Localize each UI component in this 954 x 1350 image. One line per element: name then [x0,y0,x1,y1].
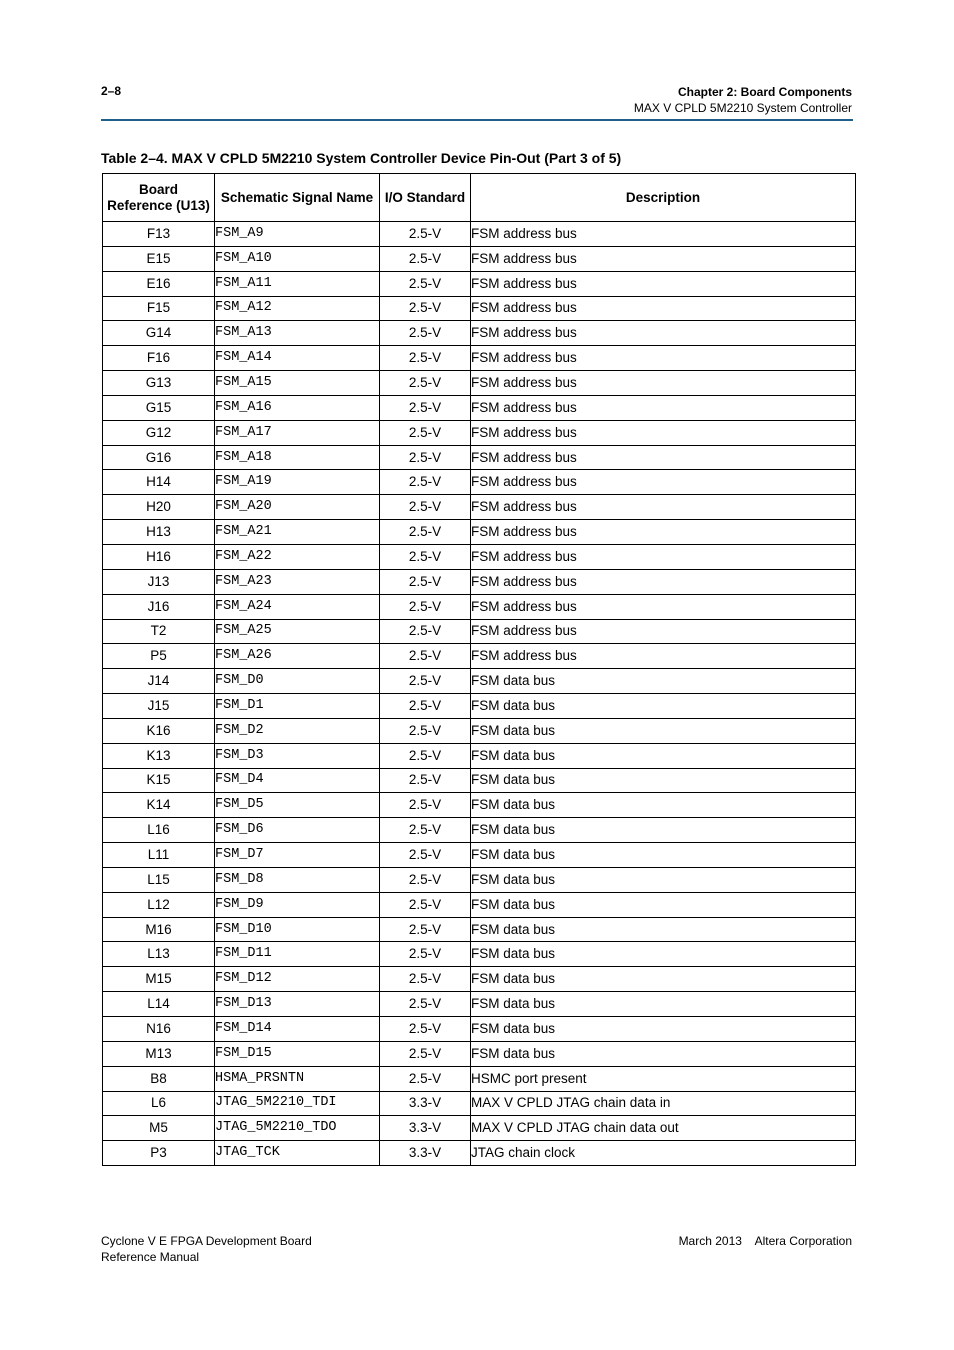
signal-name-cell: FSM_A22 [215,544,380,569]
description-cell: FSM address bus [471,644,856,669]
io-standard-cell: 2.5-V [380,818,471,843]
io-standard-cell: 2.5-V [380,619,471,644]
column-header-board-reference [103,174,215,222]
signal-name-cell: FSM_D4 [215,768,380,793]
table-row [103,321,856,346]
table-row [103,1091,856,1116]
description-cell: FSM data bus [471,992,856,1017]
description-cell: FSM address bus [471,371,856,396]
signal-name-cell: FSM_A19 [215,470,380,495]
pinout-table [102,173,856,1166]
board-reference-cell: K15 [103,768,215,793]
table-row [103,420,856,445]
io-standard-cell: 2.5-V [380,321,471,346]
board-reference-cell: H20 [103,495,215,520]
description-cell: FSM data bus [471,843,856,868]
signal-name-cell: FSM_D7 [215,843,380,868]
description-cell: FSM data bus [471,942,856,967]
board-reference-cell: K14 [103,793,215,818]
table-row [103,445,856,470]
description-cell: FSM data bus [471,917,856,942]
signal-name-cell: FSM_A11 [215,271,380,296]
io-standard-cell: 2.5-V [380,520,471,545]
table-row [103,1017,856,1042]
board-reference-cell: G15 [103,395,215,420]
footer-left [101,1233,312,1265]
board-reference-cell: L15 [103,867,215,892]
signal-name-cell: FSM_A9 [215,222,380,247]
signal-name-cell: JTAG_5M2210_TDI [215,1091,380,1116]
signal-name-cell: FSM_D6 [215,818,380,843]
io-standard-cell: 2.5-V [380,544,471,569]
table-row [103,520,856,545]
board-reference-cell: J13 [103,569,215,594]
table-row [103,818,856,843]
table-title: Table 2–4. MAX V CPLD 5M2210 System Controller Device Pin-Out (Part 3 of 5) [101,150,622,166]
io-standard-cell: 2.5-V [380,420,471,445]
table-row [103,793,856,818]
table-row [103,843,856,868]
io-standard-cell: 2.5-V [380,892,471,917]
table-row [103,694,856,719]
board-reference-cell: H14 [103,470,215,495]
table-row [103,892,856,917]
board-reference-cell: L13 [103,942,215,967]
table-row [103,669,856,694]
description-cell: FSM data bus [471,1041,856,1066]
io-standard-cell: 2.5-V [380,669,471,694]
description-cell: FSM address bus [471,594,856,619]
table-row [103,867,856,892]
signal-name-cell: FSM_A25 [215,619,380,644]
table-header-row [103,174,856,222]
signal-name-cell: FSM_D14 [215,1017,380,1042]
board-reference-cell: T2 [103,619,215,644]
description-cell: FSM data bus [471,1017,856,1042]
table-row [103,1116,856,1141]
board-reference-cell: G13 [103,371,215,396]
description-cell: FSM address bus [471,544,856,569]
table-row [103,917,856,942]
table-row [103,222,856,247]
io-standard-cell: 2.5-V [380,246,471,271]
signal-name-cell: FSM_D12 [215,967,380,992]
board-reference-cell: K16 [103,718,215,743]
board-reference-cell: P3 [103,1141,215,1166]
table-row [103,1041,856,1066]
io-standard-cell: 2.5-V [380,346,471,371]
board-reference-cell: L16 [103,818,215,843]
signal-name-cell: FSM_D1 [215,694,380,719]
io-standard-cell: 2.5-V [380,718,471,743]
io-standard-cell: 2.5-V [380,271,471,296]
io-standard-cell: 2.5-V [380,1041,471,1066]
table-row [103,246,856,271]
io-standard-cell: 2.5-V [380,371,471,396]
description-cell: FSM address bus [471,222,856,247]
signal-name-cell: HSMA_PRSNTN [215,1066,380,1091]
signal-name-cell: FSM_D13 [215,992,380,1017]
description-cell: FSM data bus [471,694,856,719]
board-reference-cell: L12 [103,892,215,917]
table-row [103,495,856,520]
io-standard-cell: 3.3-V [380,1091,471,1116]
io-standard-cell: 2.5-V [380,743,471,768]
description-cell: FSM address bus [471,395,856,420]
table-row [103,470,856,495]
section-title: MAX V CPLD 5M2210 System Controller [633,101,852,115]
io-standard-cell: 2.5-V [380,445,471,470]
board-reference-cell: E16 [103,271,215,296]
table-row [103,346,856,371]
signal-name-cell: FSM_D9 [215,892,380,917]
board-reference-cell: J14 [103,669,215,694]
table-row [103,1141,856,1166]
io-standard-cell: 3.3-V [380,1141,471,1166]
description-cell: FSM address bus [471,420,856,445]
board-reference-cell: F13 [103,222,215,247]
description-cell: FSM address bus [471,470,856,495]
running-header [634,84,852,116]
description-cell: FSM data bus [471,768,856,793]
board-reference-cell: P5 [103,644,215,669]
description-cell: FSM data bus [471,743,856,768]
signal-name-cell: FSM_D3 [215,743,380,768]
signal-name-cell: FSM_A26 [215,644,380,669]
description-cell: FSM data bus [471,669,856,694]
table-row [103,743,856,768]
signal-name-cell: JTAG_5M2210_TDO [215,1116,380,1141]
signal-name-cell: FSM_A12 [215,296,380,321]
table-row [103,271,856,296]
description-cell: FSM address bus [471,569,856,594]
board-reference-cell: J15 [103,694,215,719]
board-reference-cell: F15 [103,296,215,321]
io-standard-cell: 3.3-V [380,1116,471,1141]
board-reference-cell: L6 [103,1091,215,1116]
signal-name-cell: FSM_A15 [215,371,380,396]
description-cell: HSMC port present [471,1066,856,1091]
io-standard-cell: 2.5-V [380,867,471,892]
description-cell: MAX V CPLD JTAG chain data out [471,1116,856,1141]
signal-name-cell: FSM_D10 [215,917,380,942]
signal-name-cell: FSM_D15 [215,1041,380,1066]
board-reference-cell: M13 [103,1041,215,1066]
footer-date-company: March 2013 Altera Corporation [678,1234,852,1248]
description-cell: FSM address bus [471,520,856,545]
signal-name-cell: FSM_D2 [215,718,380,743]
board-reference-cell: G16 [103,445,215,470]
io-standard-cell: 2.5-V [380,694,471,719]
table-row [103,1066,856,1091]
description-cell: FSM address bus [471,271,856,296]
signal-name-cell: FSM_A18 [215,445,380,470]
board-reference-cell: B8 [103,1066,215,1091]
io-standard-cell: 2.5-V [380,967,471,992]
io-standard-cell: 2.5-V [380,594,471,619]
board-reference-cell: J16 [103,594,215,619]
board-reference-cell: G14 [103,321,215,346]
io-standard-cell: 2.5-V [380,843,471,868]
signal-name-cell: FSM_A16 [215,395,380,420]
io-standard-cell: 2.5-V [380,470,471,495]
table-row [103,544,856,569]
chapter-title: Chapter 2: Board Components [677,85,852,99]
column-header-io-standard: I/O Standard [380,174,471,222]
description-cell: FSM address bus [471,445,856,470]
board-reference-cell: M16 [103,917,215,942]
board-reference-cell: E15 [103,246,215,271]
footer-doc-subtitle: Reference Manual [101,1250,200,1264]
page-number: 2–8 [101,84,122,98]
signal-name-cell: FSM_A20 [215,495,380,520]
io-standard-cell: 2.5-V [380,992,471,1017]
table-row [103,992,856,1017]
signal-name-cell: FSM_A23 [215,569,380,594]
table-row [103,718,856,743]
description-cell: FSM address bus [471,296,856,321]
description-cell: FSM address bus [471,246,856,271]
description-cell: FSM data bus [471,892,856,917]
signal-name-cell: FSM_A10 [215,246,380,271]
description-cell: FSM data bus [471,818,856,843]
io-standard-cell: 2.5-V [380,793,471,818]
description-cell: FSM data bus [471,867,856,892]
board-reference-cell: F16 [103,346,215,371]
io-standard-cell: 2.5-V [380,917,471,942]
signal-name-cell: FSM_D5 [215,793,380,818]
signal-name-cell: FSM_A13 [215,321,380,346]
table-row [103,594,856,619]
io-standard-cell: 2.5-V [380,296,471,321]
io-standard-cell: 2.5-V [380,569,471,594]
column-header-ref-line1: Board [138,181,178,197]
table-row [103,371,856,396]
io-standard-cell: 2.5-V [380,644,471,669]
description-cell: FSM data bus [471,967,856,992]
footer-doc-title: Cyclone V E FPGA Development Board [101,1234,312,1248]
description-cell: FSM address bus [471,619,856,644]
description-cell: FSM address bus [471,321,856,346]
column-header-ref-line2: Reference (U13) [107,197,210,213]
column-header-signal-name: Schematic Signal Name [215,174,380,222]
table-body [103,222,856,1166]
table-row [103,967,856,992]
signal-name-cell: FSM_A24 [215,594,380,619]
io-standard-cell: 2.5-V [380,1017,471,1042]
board-reference-cell: H13 [103,520,215,545]
board-reference-cell: G12 [103,420,215,445]
description-cell: FSM data bus [471,718,856,743]
board-reference-cell: M5 [103,1116,215,1141]
table-row [103,644,856,669]
table-row [103,768,856,793]
column-header-description: Description [471,174,856,222]
board-reference-cell: M15 [103,967,215,992]
header-rule [101,119,853,121]
io-standard-cell: 2.5-V [380,768,471,793]
signal-name-cell: FSM_A21 [215,520,380,545]
description-cell: FSM address bus [471,495,856,520]
board-reference-cell: N16 [103,1017,215,1042]
io-standard-cell: 2.5-V [380,1066,471,1091]
table-row [103,296,856,321]
description-cell: JTAG chain clock [471,1141,856,1166]
description-cell: MAX V CPLD JTAG chain data in [471,1091,856,1116]
signal-name-cell: FSM_D11 [215,942,380,967]
board-reference-cell: L14 [103,992,215,1017]
board-reference-cell: L11 [103,843,215,868]
signal-name-cell: FSM_D0 [215,669,380,694]
signal-name-cell: FSM_A17 [215,420,380,445]
io-standard-cell: 2.5-V [380,222,471,247]
table-row [103,619,856,644]
table-row [103,942,856,967]
signal-name-cell: JTAG_TCK [215,1141,380,1166]
table-row [103,395,856,420]
signal-name-cell: FSM_D8 [215,867,380,892]
description-cell: FSM data bus [471,793,856,818]
board-reference-cell: H16 [103,544,215,569]
io-standard-cell: 2.5-V [380,395,471,420]
io-standard-cell: 2.5-V [380,942,471,967]
table-row [103,569,856,594]
io-standard-cell: 2.5-V [380,495,471,520]
board-reference-cell: K13 [103,743,215,768]
description-cell: FSM address bus [471,346,856,371]
signal-name-cell: FSM_A14 [215,346,380,371]
